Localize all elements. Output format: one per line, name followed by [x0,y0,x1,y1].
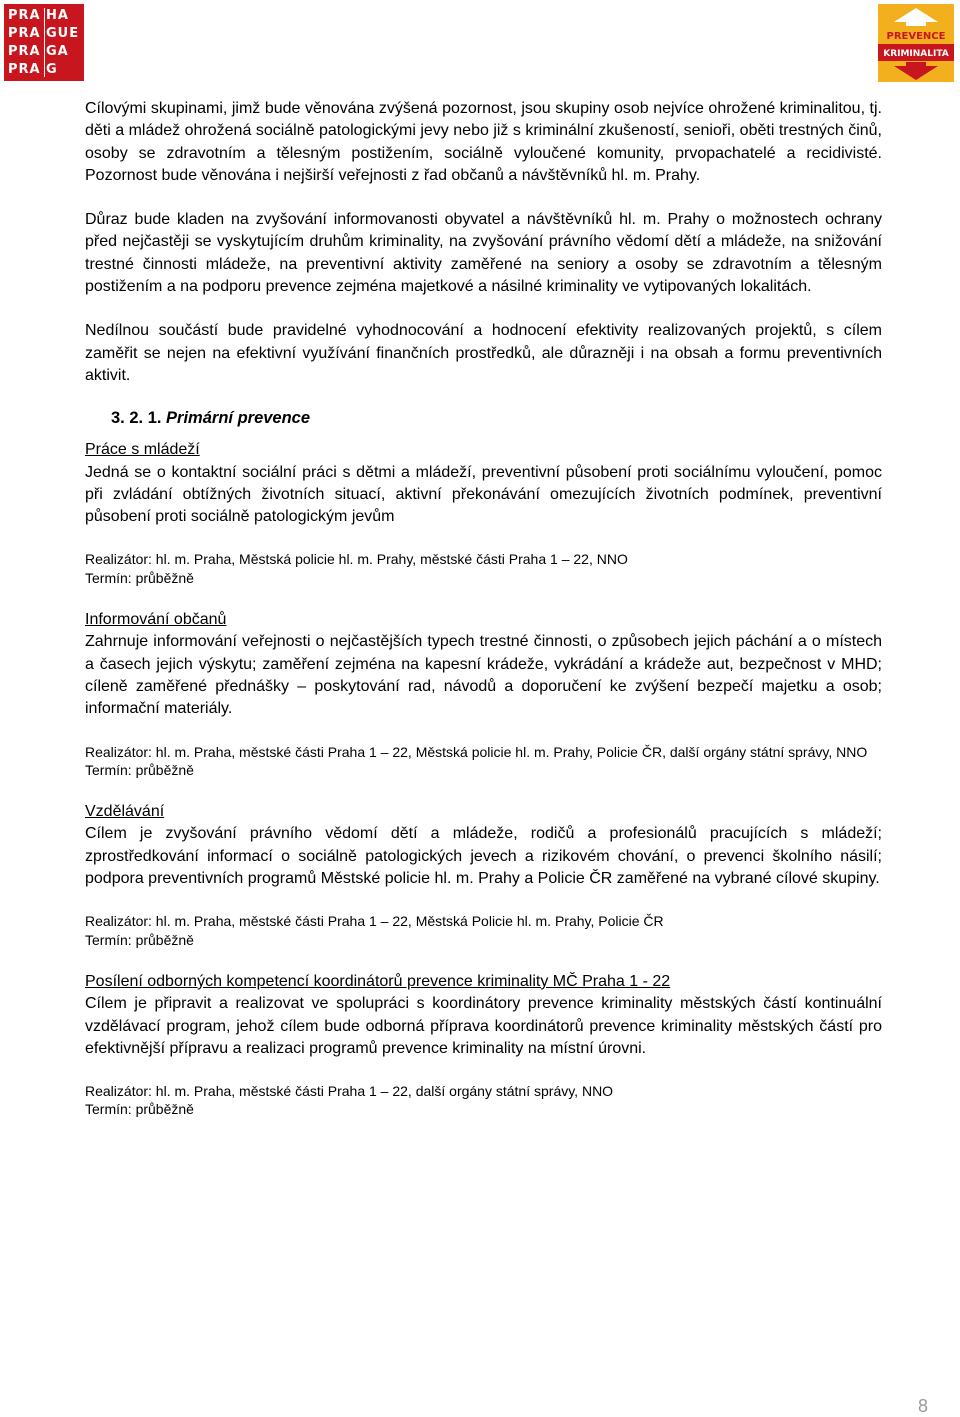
item-title: Posílení odborných kompetencí koordinátorů prevence kriminality MČ Praha 1 - 22 [85,972,671,990]
item-informovani-obcanu [85,609,882,779]
praha-logo [4,4,84,81]
document-body [85,98,882,1119]
item-text: Cílem je zvyšování právního vědomí dětí a mládeže, rodičů a profesionálů pracujících s mládeží; zprostředkování informací o sociálně patologických jevech a rizikovém chování, o prevenci školního násilí; podpora preventivních programů Městské policie hl. m. Prahy a Policie ČR zaměřené na vybrané cílové skupiny. [85,825,882,888]
logo-text: PRA [8,44,41,59]
item-termin: Termín: průběžně [85,931,194,948]
logo-row [8,7,84,25]
item-termin: Termín: průběžně [85,761,194,778]
item-text: Jedná se o kontaktní sociální práci s dětmi a mládeží, preventivní působení proti sociálnímu vyloučení, pomoc při zvládání obtížných životních situací, aktivní překonávání omezujících životních podmínek, preventivní působení proti sociálně patologickým jevům [85,463,882,526]
item-text: Zahrnuje informování veřejnosti o nejčastějších typech trestné činnosti, o způsobech jejich páchání a o místech a časech jejich výskytu; zaměření zejména na kapesní krádeže, vykrádání a krádeže aut, bezpečnost v MHD; cíleně zaměřené přednášky – poskytování rad, návodů a doporučení ke zvýšení bezpečí majetku a osob; informační materiály. [85,633,882,718]
logo-text: PRA [8,26,41,41]
item-title: Informování občanů [85,611,227,629]
section-heading [85,407,882,429]
logo-row [8,61,84,79]
logo-text: PRA [8,62,41,77]
item-text: Cílem je připravit a realizovat ve spolupráci s koordinátory prevence kriminality městských částí kontinuální vzdělávací program, jehož cílem bude odborná příprava koordinátorů prevence kriminality městských částí pro efektivnější přípravu a realizaci programů prevence kriminality na místní úrovni. [85,995,882,1057]
section-title: Primární prevence [166,409,311,428]
item-posileni-kompetenci [85,971,882,1119]
logo-text: GUE [46,26,80,41]
item-title: Vzdělávání [85,803,165,821]
logo-text: G [46,62,58,77]
prevence-kriminalita-logo [878,4,954,82]
item-prace-s-mladezi [85,439,882,587]
logo-divider [44,8,45,77]
item-realizator: Realizátor: hl. m. Praha, městské části Praha 1 – 22, Městská policie hl. m. Prahy, Policie ČR, další orgány státní správy, NNO [85,743,868,760]
logo-text: HA [46,8,69,23]
item-termin: Termín: průběžně [85,1101,194,1118]
logo-text: GA [46,44,69,59]
item-realizator: Realizátor: hl. m. Praha, Městská policie hl. m. Prahy, městské části Praha 1 – 22, NNO [85,551,628,568]
logo-bottom-text: KRIMINALITA [883,49,949,59]
paragraph: Důraz bude kladen na zvyšování informovanosti obyvatel a návštěvníků hl. m. Prahy o možnostech ochrany před nejčastěji se vyskytujícím druhům kriminality, na zvyšování právního vědomí dětí a mládeže, na snižování trestné činnosti mládeže, na preventivní aktivity zaměřené na seniory a osoby se zdravotním a tělesným postižením a na podporu prevence zejména majetkové a násilné kriminality ve vytipovaných lokalitách. [85,211,882,296]
paragraph: Nedílnou součástí bude pravidelné vyhodnocování a hodnocení efektivity realizovaných projektů, s cílem zaměřit se nejen na efektivní využívání finančních prostředků, ale důrazněji i na obsah a formu preventivních aktivit. [85,322,882,384]
logo-row [8,43,84,61]
item-realizator: Realizátor: hl. m. Praha, městské části Praha 1 – 22, další orgány státní správy, NNO [85,1083,614,1100]
logo-row [8,25,84,43]
section-number: 3. 2. 1. [111,409,162,428]
paragraph: Cílovými skupinami, jimž bude věnována zvýšená pozornost, jsou skupiny osob nejvíce ohrožené kriminalitou, tj. děti a mládež ohrožená sociálně patologickými jevy nebo již s kriminální zkušeností, senioři, oběti trestných činů, osoby se zdravotním a tělesným postižením, sociálně vyloučené komunity, prvopachatelé a recidivisté. Pozornost bude věnována i nejširší veřejnosti z řad občanů a návštěvníků hl. m. Prahy. [85,100,882,184]
logo-top-text: PREVENCE [886,31,946,42]
item-termin: Termín: průběžně [85,569,194,586]
item-title: Práce s mládeží [85,441,200,459]
page-number: 8 [917,1396,928,1416]
item-realizator: Realizátor: hl. m. Praha, městské části Praha 1 – 22, Městská Policie hl. m. Prahy, Policie ČR [85,913,664,930]
item-vzdelavani [85,801,882,949]
logo-text: PRA [8,8,41,23]
